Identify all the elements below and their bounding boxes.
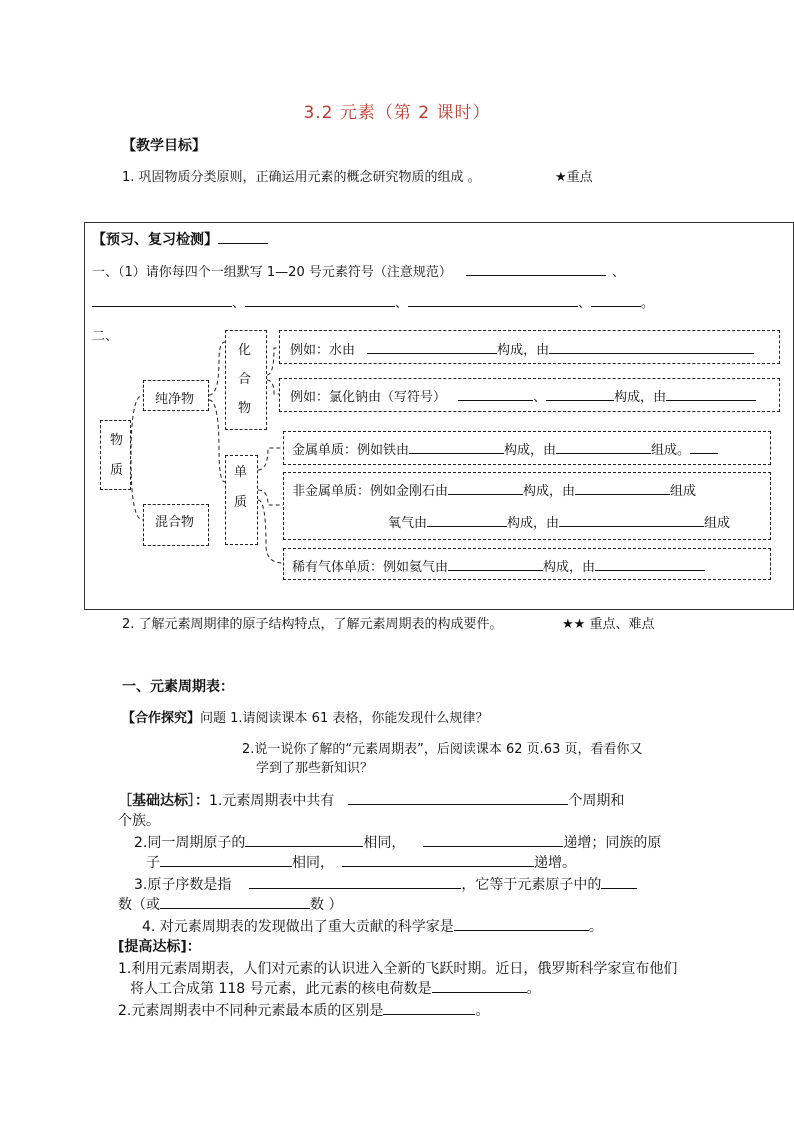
basic-q2-cont: 子 相同， 递增。 [146, 852, 576, 872]
preview-q2-label: 二、 [92, 329, 119, 344]
advanced-label: [提高达标]： [118, 939, 201, 955]
objective-1-mark: ★重点 [555, 170, 593, 185]
basic-q1-cont: 个族。 [118, 813, 160, 829]
nacl-example: 例如：氯化钠由（写符号） 、 构成，由 [290, 386, 756, 405]
compound-label: 化合物 [238, 343, 252, 416]
objective-2-mark: ★★ 重点、难点 [562, 617, 655, 632]
explore-q1: 【合作探究】问题 1.请阅读课本 61 表格，你能发现什么规律？ [122, 711, 489, 726]
advanced-q1-cont: 将人工合成第 118 号元素，此元素的核电荷数是 。 [130, 978, 541, 998]
preview-q1: 一、（1）请你每四个一组默写 1—20 号元素符号（注意规范） 、 [92, 261, 625, 280]
mixture-label: 混合物 [155, 515, 195, 530]
pure-substance-label: 纯净物 [155, 392, 195, 407]
basic-q3: 3.原子序数是指 ，它等于元素原子中的 [134, 874, 637, 894]
advanced-q2: 2.元素周期表中不同种元素最本质的区别是 。 [118, 1000, 489, 1020]
substance-label: 物质 [110, 433, 124, 478]
advanced-q1: 1.利用元素周期表，人们对元素的认识进入全新的飞跃时期。近日，俄罗斯科学家宣布他们 [118, 961, 678, 977]
oxygen-example: 氧气由 构成，由 组成 [388, 512, 730, 531]
objectives-heading: 【教学目标】 [122, 138, 206, 154]
preview-q1-line2: 、 、 、 。 [92, 292, 654, 311]
explore-q2b: 学到了那些新知识？ [256, 761, 374, 776]
nonmetal-example: 非金属单质：例如金刚石由 构成，由 组成 [292, 480, 696, 499]
water-example: 例如：水由 构成，由 [290, 339, 754, 358]
preview-heading: 【预习、复习检测】 [92, 229, 268, 249]
explore-q2a: 2.说一说你了解的“元素周期表”，后阅读课本 62 页.63 页，看看你又 [242, 742, 643, 757]
objective-2: 2. 了解元素周期律的原子结构特点，了解元素周期表的构成要件。 [122, 617, 503, 632]
basic-q1: ［基础达标］：1.元素周期表中共有 个周期和 [118, 790, 624, 810]
basic-q4: 4. 对元素周期表的发现做出了重大贡献的科学家是 。 [142, 916, 603, 936]
element-substance-label: 单质 [234, 465, 248, 510]
noble-gas-example: 稀有气体单质：例如氦气由 构成，由 [292, 556, 705, 575]
objective-1: 1. 巩固物质分类原则，正确运用元素的概念研究物质的组成 。 [122, 170, 481, 185]
section1-heading: 一、元素周期表： [122, 679, 234, 695]
basic-q3-cont: 数（或 数 ） [118, 894, 342, 914]
page-title: 3.2 元素（第 2 课时） [303, 103, 491, 123]
metal-example: 金属单质：例如铁由 构成，由 组成。 [292, 439, 718, 458]
basic-q2: 2.同一周期原子的 相同， 递增；同族的原 [134, 832, 661, 852]
